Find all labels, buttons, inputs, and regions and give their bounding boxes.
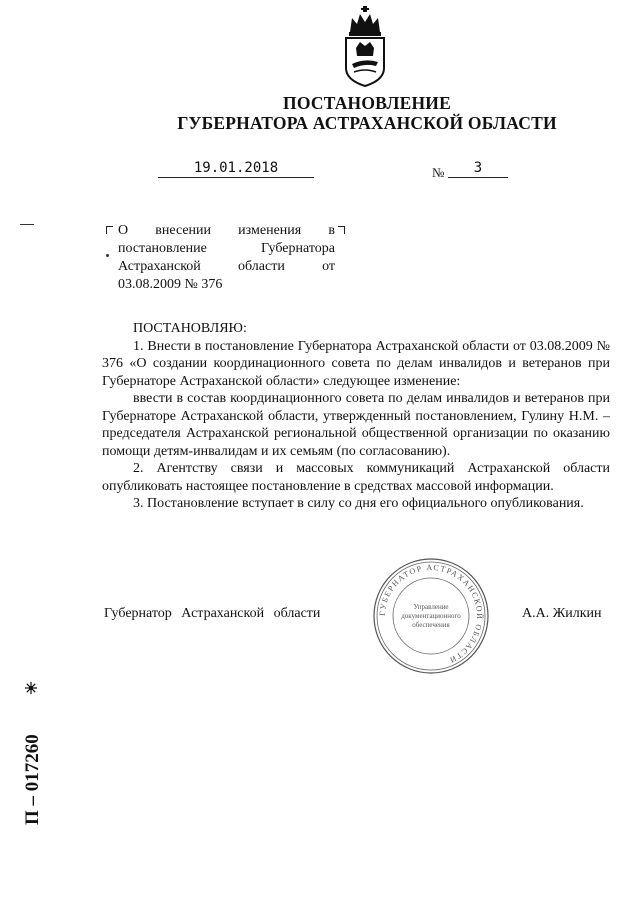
- resolution-heading: ПОСТАНОВЛЯЮ:: [133, 321, 247, 336]
- paragraph-1-detail: ввести в состав координационного совета по делам инвалидов и ветеранов при Губернаторе Астраханской области, утвержденный постановлением, Гулину Н.М. – председателя Астраханской региональной общественной организации по оказанию помощи детям-инвалидам и их семьям (по согласованию).: [102, 391, 610, 459]
- number-label: №: [432, 165, 445, 180]
- subject-bracket-right: [338, 226, 345, 234]
- paragraph-3: 3. Постановление вступает в силу со дня его официального опубликования.: [133, 496, 584, 511]
- subject-line: Астраханской области от: [118, 259, 335, 274]
- subject-bracket-left: [106, 226, 113, 234]
- official-seal: [372, 557, 490, 675]
- document-date: 19.01.2018: [158, 160, 314, 178]
- document-number: 3: [448, 160, 508, 178]
- document-body: [102, 320, 610, 513]
- document-subject: [118, 222, 335, 294]
- subject-line: 03.08.2009 № 376: [118, 277, 223, 292]
- document-type-title: ПОСТАНОВЛЕНИЕ: [283, 93, 451, 113]
- seal-center-line: Управление: [413, 603, 449, 611]
- seal-center-line: документационного: [401, 612, 461, 620]
- subject-line: постановление Губернатора: [118, 241, 335, 256]
- paragraph-1: 1. Внести в постановление Губернатора Астраханской области от 03.08.2009 № 376 «О создании координационного совета по делам инвалидов и ветеранов при Губернаторе Астраханской области» следующее изменение:: [102, 338, 610, 389]
- serial-number-text: П – 017260: [22, 734, 43, 825]
- signatory-position: Губернатор Астраханской области: [104, 606, 321, 621]
- subject-line: О внесении изменения в: [118, 223, 335, 238]
- margin-dot: [106, 254, 109, 257]
- coat-of-arms-emblem: [340, 6, 390, 88]
- seal-center-line: обеспечения: [412, 621, 450, 629]
- seal-ring-text: ГУБЕРНАТОР АСТРАХАНСКОЙ ОБЛАСТИ: [377, 562, 485, 666]
- form-serial-number: [16, 680, 46, 830]
- margin-mark: [20, 224, 34, 225]
- paragraph-2: 2. Агентству связи и массовых коммуникаций Астраханской области опубликовать настоящее постановление в средствах массовой информации.: [102, 461, 610, 494]
- issuer-title: ГУБЕРНАТОРА АСТРАХАНСКОЙ ОБЛАСТИ: [177, 113, 557, 133]
- snowflake-icon: [25, 682, 37, 694]
- signatory-name: А.А. Жилкин: [522, 606, 602, 621]
